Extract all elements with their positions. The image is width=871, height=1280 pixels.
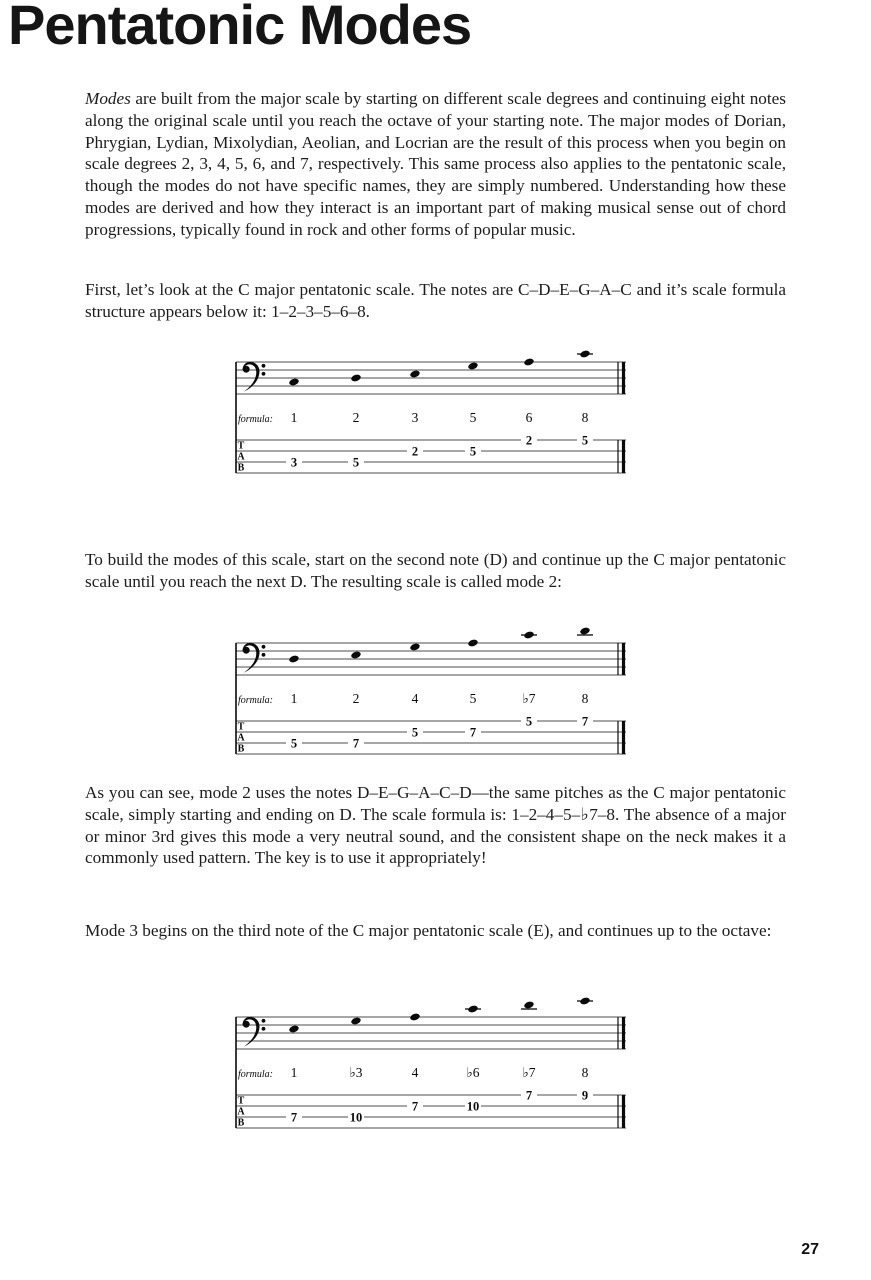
fret-number: 5 — [469, 444, 477, 459]
note-head — [409, 1013, 420, 1022]
formula-label: formula: — [238, 695, 273, 706]
fret-number: 7 — [290, 1110, 298, 1125]
note-head — [467, 362, 478, 371]
fret-number: 2 — [525, 433, 533, 448]
fret-number: 7 — [525, 1088, 533, 1103]
note-head — [579, 627, 590, 636]
note-head — [409, 370, 420, 379]
formula-degree: 6 — [525, 410, 533, 425]
formula-degree: 8 — [581, 1065, 589, 1080]
fret-number: 5 — [525, 714, 533, 729]
fret-number: 10 — [349, 1110, 363, 1125]
formula-degree: 2 — [352, 410, 360, 425]
formula-degree: ♭7 — [522, 1065, 536, 1080]
fret-number: 7 — [581, 714, 589, 729]
fret-number: 7 — [411, 1099, 419, 1114]
formula-degree: ♭6 — [466, 1065, 480, 1080]
formula-degree: 3 — [411, 410, 419, 425]
fret-number: 9 — [581, 1088, 589, 1103]
note-head — [350, 651, 361, 660]
tab-clef-label — [237, 441, 245, 474]
bass-clef-icon — [243, 362, 266, 392]
formula-degree: 8 — [581, 691, 589, 706]
svg-text:A: A — [237, 451, 245, 463]
svg-text:A: A — [237, 732, 245, 744]
svg-text:T: T — [237, 1095, 245, 1107]
note-head — [467, 1005, 478, 1014]
music-notation-svg — [222, 621, 642, 761]
formula-degree: 5 — [469, 410, 477, 425]
svg-text:B: B — [237, 1117, 245, 1129]
notation-example-c-major-pentatonic — [222, 340, 642, 480]
fret-number: 5 — [352, 455, 360, 470]
formula-degree: 5 — [469, 691, 477, 706]
fret-number: 5 — [411, 725, 419, 740]
note-head — [523, 358, 534, 367]
formula-degree: ♭3 — [349, 1065, 363, 1080]
music-notation-svg — [222, 995, 642, 1135]
formula-degree: 1 — [290, 1065, 298, 1080]
fret-number: 3 — [290, 455, 298, 470]
intro-paragraph-text: are built from the major scale by starting on different scale degrees and continuing eight notes along the original scale until you reach the octave of your starting note. The major modes of Dorian, Phrygian, Lydian, Mixolydian, Aeolian, and Locrian are the result of this process when you begin on scale degrees 2, 3, 4, 5, 6, and 7, respectively. This same process also applies to the pentatonic scale, though the modes do not have specific names, they are simply numbered. Understanding how these modes are derived and how they interact is an important part of making musical sense out of chord progressions, typically found in rock and other forms of popular music. — [85, 89, 786, 239]
formula-degree: 4 — [411, 691, 419, 706]
fret-number: 5 — [290, 736, 298, 751]
note-head — [350, 1017, 361, 1026]
notation-example-mode-2 — [222, 621, 642, 761]
formula-degree: 8 — [581, 410, 589, 425]
note-head — [288, 655, 299, 664]
formula-label: formula: — [238, 414, 273, 425]
note-head — [467, 639, 478, 648]
bass-clef-icon — [243, 1017, 266, 1047]
page-number: 27 — [801, 1241, 819, 1258]
note-head — [409, 643, 420, 652]
svg-text:A: A — [237, 1106, 245, 1118]
mode2-description-paragraph: As you can see, mode 2 uses the notes D–E–G–A–C–D—the same pitches as the C major pentatonic scale, simply starting and ending on D. The scale formula is: 1–2–4–5–♭7–8. The absence of a major or minor 3rd gives this mode a very neutral sound, and the consistent shape on the neck makes it a commonly used pattern. The key is to use it appropriately! — [85, 783, 786, 868]
tab-clef-label — [237, 1096, 245, 1129]
svg-text:B: B — [237, 743, 245, 755]
tab-clef-label — [237, 722, 245, 755]
note-head — [579, 997, 590, 1006]
note-head — [523, 631, 534, 640]
note-head — [579, 350, 590, 359]
notation-example-mode-3 — [222, 995, 642, 1135]
formula-degree: 1 — [290, 410, 298, 425]
formula-degree: 1 — [290, 691, 298, 706]
note-head — [288, 378, 299, 387]
note-head — [523, 1001, 534, 1010]
formula-label: formula: — [238, 1069, 273, 1080]
fret-number: 2 — [411, 444, 419, 459]
fret-number: 7 — [352, 736, 360, 751]
formula-degree: ♭7 — [522, 691, 536, 706]
page-title: Pentatonic Modes — [8, 0, 472, 56]
mode3-intro-paragraph: Mode 3 begins on the third note of the C major pentatonic scale (E), and continues up to the octave: — [85, 921, 772, 940]
svg-text:T: T — [237, 440, 245, 452]
modes-word-italic: Modes — [85, 89, 131, 108]
bass-clef-icon — [243, 643, 266, 673]
svg-text:B: B — [237, 462, 245, 474]
note-head — [288, 1025, 299, 1034]
note-head — [350, 374, 361, 383]
fret-number: 10 — [466, 1099, 480, 1114]
svg-text:T: T — [237, 721, 245, 733]
formula-degree: 4 — [411, 1065, 419, 1080]
music-notation-svg — [222, 340, 642, 480]
fret-number: 5 — [581, 433, 589, 448]
formula-degree: 2 — [352, 691, 360, 706]
intro-paragraph — [85, 88, 786, 241]
c-major-pentatonic-paragraph: First, let’s look at the C major pentatonic scale. The notes are C–D–E–G–A–C and it’s scale formula structure appears below it: 1–2–3–5–6–8. — [85, 280, 786, 321]
fret-number: 7 — [469, 725, 477, 740]
mode2-intro-paragraph: To build the modes of this scale, start on the second note (D) and continue up the C major pentatonic scale until you reach the next D. The resulting scale is called mode 2: — [85, 550, 786, 591]
